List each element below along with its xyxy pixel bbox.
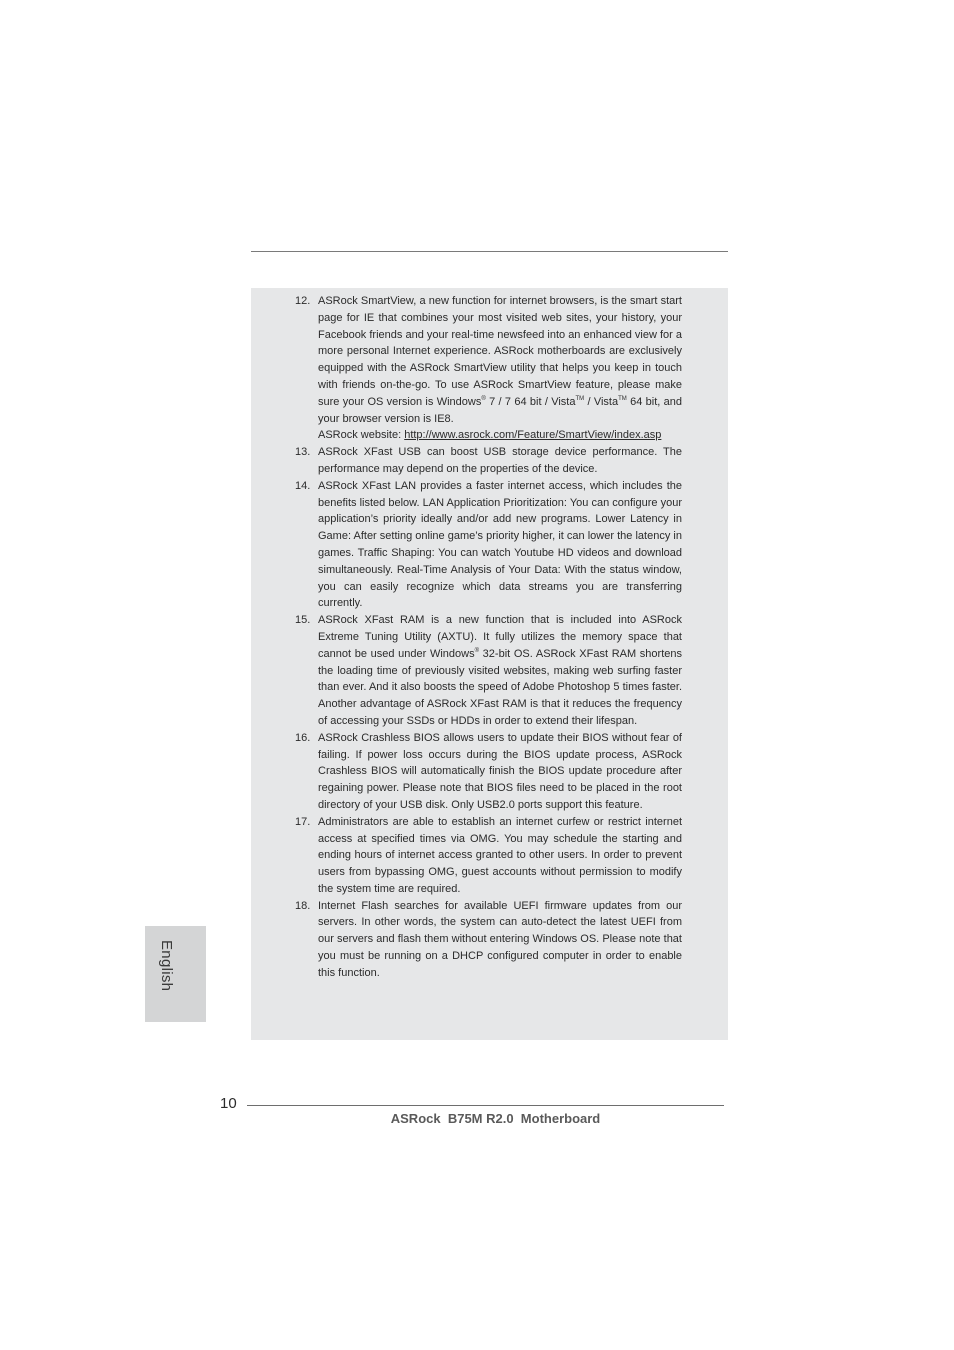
- footer-rule: [247, 1105, 724, 1106]
- item-text: ASRock XFast USB can boost USB storage device performance. The performance may depend on the properties of the device.: [318, 446, 682, 475]
- feature-list: [251, 293, 728, 982]
- language-label: English: [158, 940, 175, 992]
- item-number: 16.: [295, 731, 311, 744]
- item-text: ASRock Crashless BIOS allows users to update their BIOS without fear of failing. If power loss occurs during the BIOS update process, ASRock Crashless BIOS will automatically finish the BIOS update procedure after regaining power. Please note that BIOS files need to be placed in the root directory of your USB disk. Only USB2.0 ports support this feature.: [318, 731, 682, 811]
- item-text: ASRock SmartView, a new function for internet browsers, is the smart start page for IE that combines your most visited web sites, your history, your Facebook friends and your real-time newsfeed into an enhanced view for a more personal Internet experience. ASRock motherboards are exclusively equipped with the ASRock SmartView utility that helps you keep in touch with friends on-the-go. To use ASRock SmartView feature, please make sure your OS version is Windows® 7 / 7 64 bit / Vista™ / Vista™ 64 bit, and your browser version is IE8.: [318, 295, 682, 425]
- page-number: 10: [220, 1095, 237, 1112]
- item-number: 17.: [295, 815, 311, 828]
- website-line: [318, 427, 682, 444]
- language-tab: [145, 926, 206, 1022]
- list-item-omg: [251, 814, 682, 898]
- item-text: Administrators are able to establish an internet curfew or restrict internet access at specified times via OMG. You may schedule the starting and ending hours of internet access granted to other users. In order to prevent users from bypassing OMG, guest accounts without permission to modify the system time are required.: [318, 815, 682, 895]
- website-label: ASRock website:: [318, 429, 405, 442]
- footer-title: ASRock B75M R2.0 Motherboard: [390, 1111, 601, 1126]
- item-number: 13.: [295, 446, 311, 459]
- list-item-xfast-usb: [251, 444, 682, 478]
- item-number: 15.: [295, 614, 311, 627]
- list-item-xfast-lan: [251, 478, 682, 612]
- smartview-website-link[interactable]: http://www.asrock.com/Feature/SmartView/index.asp: [404, 429, 662, 442]
- feature-list-panel: [251, 288, 728, 1040]
- list-item-internet-flash: [251, 898, 682, 982]
- header-rule: [251, 251, 728, 252]
- list-item-crashless-bios: [251, 730, 682, 814]
- item-text: Internet Flash searches for available UEFI firmware updates from our servers. In other words, the system can auto-detect the latest UEFI from our servers and flash them without entering Windows OS. Please note that you must be running on a DHCP configured computer in order to enable this function.: [318, 899, 682, 979]
- list-item-xfast-ram: [251, 612, 682, 730]
- list-item-smartview: [251, 293, 682, 444]
- item-number: 14.: [295, 479, 311, 492]
- item-text: ASRock XFast LAN provides a faster internet access, which includes the benefits listed below. LAN Application Prioritization: You can configure your application’s priority ideally and/or add new programs. Lower Latency in Game: After setting online game’s priority higher, it can lower the latency in games. Traffic Shaping: You can watch Youtube HD videos and download simultaneously. Real-Time Analysis of Your Data: With the status window, you can easily recognize which data streams you are transferring currently.: [318, 479, 682, 610]
- item-number: 12.: [295, 295, 311, 307]
- item-number: 18.: [295, 899, 311, 912]
- item-text: ASRock XFast RAM is a new function that is included into ASRock Extreme Tuning Utility (AXTU). It fully utilizes the memory space that cannot be used under Windows® 32-bit OS. ASRock XFast RAM shortens the loading time of previously visited websites, making web surfing faster than ever. And it also boosts the speed of Adobe Photoshop 5 times faster. Another advantage of ASRock XFast RAM is that it reduces the frequency of accessing your SSDs or HDDs in order to extend their lifespan.: [318, 614, 682, 727]
